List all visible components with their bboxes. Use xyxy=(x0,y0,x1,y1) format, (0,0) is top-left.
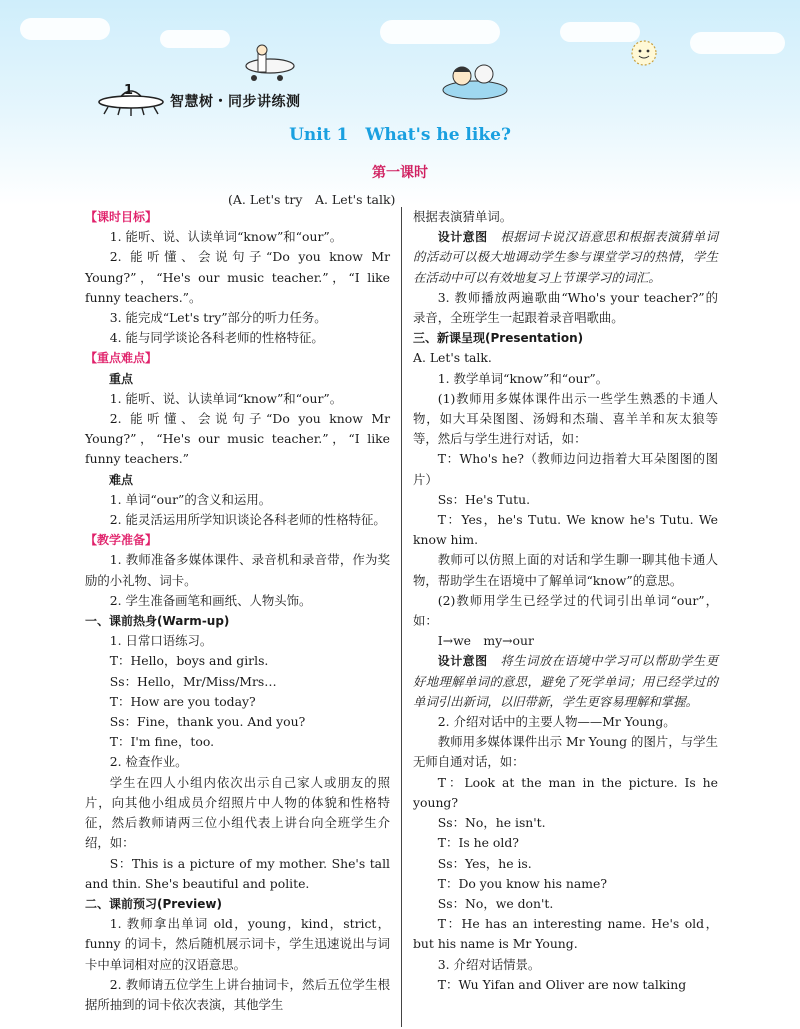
cloud-decoration xyxy=(380,20,500,44)
paragraph: 1. 单词“our”的含义和运用。 xyxy=(109,491,272,507)
paragraph: Ss：Hello，Mr/Miss/Mrs… xyxy=(109,673,277,689)
series-title: 智慧树・同步讲练测 xyxy=(170,94,301,110)
design-intent-text: 将生词放在语境中学习可以帮助学生更好地理解单词的意思，避免了死学单词；用已经学过的单词引出新词，以旧带新，学生更容易理解和掌握。 xyxy=(413,653,718,709)
children-illustration xyxy=(440,62,510,100)
paragraph: 1. 日常口语练习。 xyxy=(109,633,213,649)
unit-title: Unit 1 What's he like? xyxy=(289,125,511,145)
column-divider xyxy=(401,207,402,1027)
section-heading: 【教学准备】 xyxy=(85,533,158,548)
paragraph: 教师可以仿照上面的对话和学生聊一聊其他卡通人物，帮助学生在语境中了解单词“know”的意思。 xyxy=(413,552,718,588)
design-intent-label: 设计意图 xyxy=(437,230,488,245)
paragraph: 2. 学生准备画笔和画纸、人物头饰。 xyxy=(109,592,312,608)
paragraph: 根据表演猜单词。 xyxy=(413,209,513,224)
lesson-type: (A. Let's try A. Let's talk) xyxy=(228,192,396,207)
airplane-illustration xyxy=(240,38,300,83)
paragraph xyxy=(413,651,718,712)
paragraph: 2. 能听懂、会说句子“Do you know Mr Young?”，“He's our music teacher.”，“I like funny teachers.”。 xyxy=(85,249,390,305)
paragraph: T：Hello，boys and girls. xyxy=(109,653,269,669)
section-heading: 【重点难点】 xyxy=(85,351,158,366)
paragraph: Ss：Fine，thank you. And you? xyxy=(109,714,306,730)
paragraph: 2. 能灵活运用所学知识谈论各科老师的性格特征。 xyxy=(109,512,386,528)
paragraph: Ss：No，he isn't. xyxy=(437,815,546,831)
paragraph: 1. 教师拿出单词 old，young，kind，strict，funny 的词卡，然后随机展示词卡，学生迅速说出与词卡中单词相对应的汉语意思。 xyxy=(85,916,390,972)
paragraph: 2. 检查作业。 xyxy=(109,754,188,770)
paragraph: T：Do you know his name? xyxy=(437,875,607,891)
paragraph: T：Who's he?（教师边问边指着大耳朵图图的图片） xyxy=(413,451,718,487)
paragraph: 重点 xyxy=(109,371,134,386)
section-heading: 一、课前热身(Warm-up) xyxy=(85,614,230,629)
paragraph: I→we my→our xyxy=(437,633,534,649)
left-column xyxy=(85,207,390,1015)
paragraph: T：How are you today? xyxy=(109,693,256,709)
paragraph: A. Let's talk. xyxy=(413,350,492,366)
paragraph: T：I'm fine，too. xyxy=(109,734,215,750)
paragraph xyxy=(413,227,718,288)
section-heading: 二、课前预习(Preview) xyxy=(85,896,222,911)
paragraph: 学生在四人小组内依次出示自己家人或朋友的照片，向其他小组成员介绍照片中人物的体貌和性格特征，然后教师请两三位小组代表上讲台向全班学生介绍，如： xyxy=(85,774,390,851)
paragraph: 2. 介绍对话中的主要人物——Mr Young。 xyxy=(437,714,676,730)
paragraph: 1. 教师准备多媒体课件、录音机和录音带，作为奖励的小礼物、词卡。 xyxy=(85,552,390,588)
paragraph: 教师用多媒体课件出示 Mr Young 的图片，与学生无师自通对话，如： xyxy=(413,734,718,770)
paragraph: T：Wu Yifan and Oliver are now talking xyxy=(437,976,687,992)
paragraph: (1)教师用多媒体课件出示一些学生熟悉的卡通人物，如大耳朵图图、汤姆和杰瑞、喜羊羊和灰太狼等等，然后与学生进行对话，如： xyxy=(413,390,718,447)
paragraph: 3. 教师播放两遍歌曲“Who's your teacher?”的录音，全班学生一起跟着录音唱歌曲。 xyxy=(413,289,718,326)
design-intent-label: 设计意图 xyxy=(437,654,488,669)
paragraph: 2. 能听懂、会说句子“Do you know Mr Young?”，“He's our music teacher.”，“I like funny teachers.” xyxy=(85,411,390,467)
paragraph: 1. 教学单词“know”和“our”。 xyxy=(437,370,609,386)
paragraph: 1. 能听、说、认读单词“know”和“our”。 xyxy=(109,229,343,245)
section-heading: 三、新课呈现(Presentation) xyxy=(413,331,584,346)
cloud-decoration xyxy=(690,32,785,54)
sun-icon xyxy=(625,34,663,72)
paragraph: 3. 能完成“Let's try”部分的听力任务。 xyxy=(109,310,327,326)
paragraph: Ss：He's Tutu. xyxy=(437,491,531,507)
paragraph: 2. 教师请五位学生上讲台抽词卡，然后五位学生根据所抽到的词卡依次表演，其他学生 xyxy=(85,976,390,1012)
cloud-decoration xyxy=(160,30,230,48)
paragraph: T：Look at the man in the picture. Is he young? xyxy=(413,774,718,810)
paragraph: 1. 能听、说、认读单词“know”和“our”。 xyxy=(109,390,343,406)
paragraph: Ss：No，we don't. xyxy=(437,895,554,911)
paragraph: Ss：Yes，he is. xyxy=(437,855,532,871)
paragraph: 4. 能与同学谈论各科老师的性格特征。 xyxy=(109,330,324,346)
paragraph: S：This is a picture of my mother. She's tall and thin. She's beautiful and polite. xyxy=(85,855,390,891)
right-column xyxy=(413,207,718,995)
section-heading: 【课时目标】 xyxy=(85,210,158,224)
lesson-title: 第一课时 xyxy=(372,165,428,181)
design-intent-text: 根据词卡说汉语意思和根据表演猜单词的活动可以极大地调动学生参与课堂学习的热情，学生在活动中可以有效地复习上节课学习的词汇。 xyxy=(413,229,718,285)
cloud-decoration xyxy=(20,18,110,40)
paragraph: 3. 介绍对话情景。 xyxy=(437,956,541,972)
badge-number: 1 xyxy=(124,83,134,98)
paragraph: T：Yes，he's Tutu. We know he's Tutu. We know him. xyxy=(413,512,718,548)
paragraph: 难点 xyxy=(109,472,134,487)
paragraph: T：Is he old? xyxy=(437,835,519,851)
paragraph: (2)教师用学生已经学过的代词引出单词“our”，如： xyxy=(413,592,718,629)
paragraph: T：He has an interesting name. He's old，but his name is Mr Young. xyxy=(413,916,718,952)
